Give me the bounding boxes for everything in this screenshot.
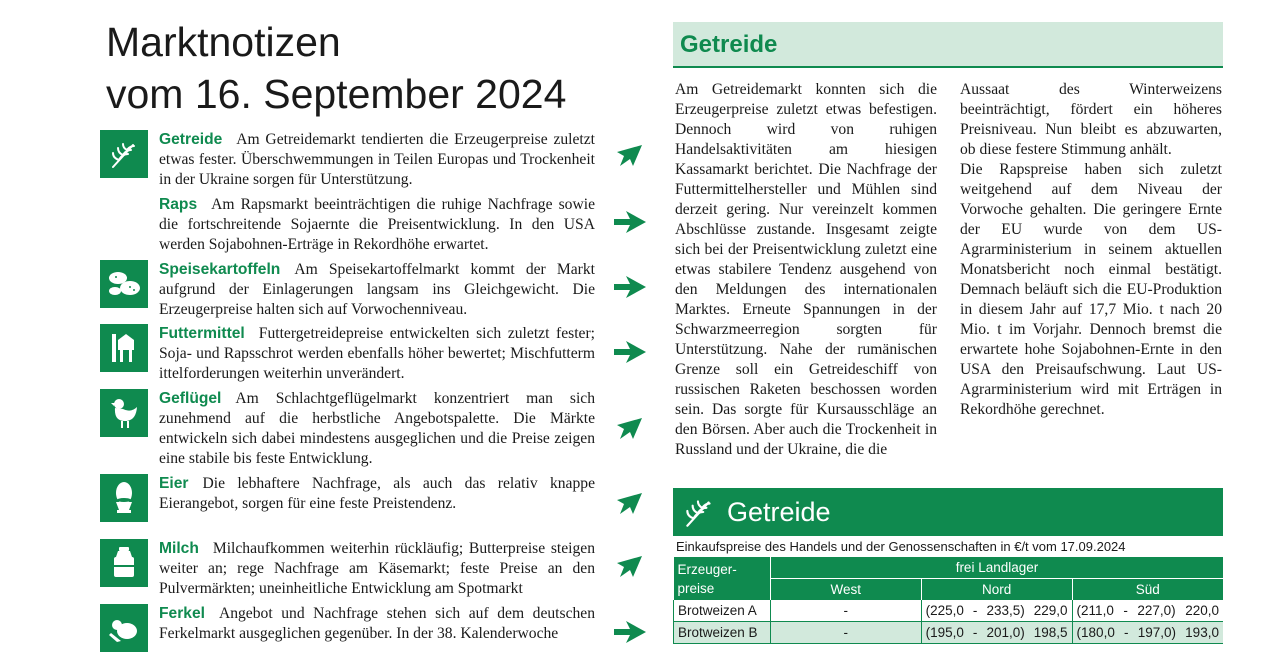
trend-flat-arrow-icon xyxy=(612,618,648,646)
note-label: Futtermittel xyxy=(159,325,245,342)
note-body: Am Schlachtgeflügelmarkt konzentriert man sich zunehmend auf die herbstliche Angebotspalette. Die Märkte entwickeln sich dabei mindestens ausgeglichen und die Preise zeigen eine stabile bis feste Entwicklung. xyxy=(159,390,595,467)
note-text xyxy=(159,324,595,384)
note-label: Raps xyxy=(159,196,198,213)
article-paragraph: Aussaat des Winterweizens beeinträchtigt, fördert ein höheres Preisniveau. Nun bleibt es abzuwarten, ob diese festere Stimmung anhält. xyxy=(960,81,1222,158)
feed-mill-icon xyxy=(100,324,148,372)
title-line-2: vom 16. September 2024 xyxy=(106,71,567,117)
price-table-header xyxy=(673,488,1223,536)
wheat-icon xyxy=(100,130,148,178)
section-title: Getreide xyxy=(680,31,778,58)
note-body: Am Getreidemarkt tendierten die Erzeugerpreise zuletzt etwas fester. Überschwemmungen in Teilen Europas und Trockenheit in der Ukraine sorgen für Unterstützung. xyxy=(159,131,595,188)
note-body: Angebot und Nachfrage stehen sich auf dem deutschen Ferkelmarkt ausgeglichen gegenüber. In der 38. Kalenderwoche xyxy=(159,605,595,642)
potato-icon xyxy=(100,260,148,308)
cell-nord: (225,0 - 233,5) 229,0 xyxy=(921,600,1072,622)
wheat-icon xyxy=(681,494,717,530)
trend-flat-arrow-icon xyxy=(612,338,648,366)
column-header-producer: Erzeuger- preise xyxy=(674,557,771,600)
section-header-getreide xyxy=(673,22,1223,68)
note-text xyxy=(159,539,595,599)
row-name: Brotweizen B xyxy=(674,622,771,644)
row-name: Brotweizen A xyxy=(674,600,771,622)
egg-icon xyxy=(100,474,148,522)
note-text xyxy=(159,260,595,320)
trend-up-arrow-icon xyxy=(612,415,648,443)
title-line-1: Marktnotizen xyxy=(106,19,341,65)
price-table-title: Getreide xyxy=(727,497,831,527)
column-group-header: frei Landlager xyxy=(770,557,1223,579)
note-text xyxy=(159,389,595,469)
cell-sued: (211,0 - 227,0) 220,0 xyxy=(1072,600,1223,622)
cell-nord: (195,0 - 201,0) 198,5 xyxy=(921,622,1072,644)
milk-can-icon xyxy=(100,539,148,587)
note-text xyxy=(159,130,595,190)
trend-flat-arrow-icon xyxy=(612,273,648,301)
table-row xyxy=(674,600,1224,622)
note-text xyxy=(159,195,595,255)
note-body: Die lebhaftere Nachfrage, als auch das relativ knappe Eierangebot, sorgen für eine feste Preistendenz. xyxy=(159,475,595,512)
piglet-icon xyxy=(100,604,148,652)
note-text xyxy=(159,604,595,644)
page-title xyxy=(106,16,566,120)
article-paragraph: Die Rapspreise haben sich zuletzt weitgehend auf dem Niveau der Vorwoche gehalten. Die geringere Ernte der EU wurde von dem US-Agrarministerium in seinem aktuellen Monatsbericht noch einmal bestätigt. Demnach beläuft sich die EU-Produktion in diesem Jahr auf 17,7 Mio. t nach 20 Mio. t im Vorjahr. Dennoch bremst die erwartete hohe Sojabohnen-Ernte in den USA den Preisaufschwung. Laut US-Agrarministerium wird mit Erträgen in Rekordhöhe gerechnet. xyxy=(960,161,1222,418)
note-label: Milch xyxy=(159,540,199,557)
price-table xyxy=(673,557,1223,644)
article-column-1 xyxy=(675,80,937,460)
column-header-west: West xyxy=(770,579,921,601)
note-label: Getreide xyxy=(159,131,223,148)
note-body: Futtergetreidepreise entwickelten sich zuletzt fester; Soja- und Rapsschrot werden ebenfalls höher bewertet; Mischfutterm ittelforderungen weiterhin unverändert. xyxy=(159,325,595,382)
cell-sued: (180,0 - 197,0) 193,0 xyxy=(1072,622,1223,644)
article-paragraph: Am Getreidemarkt konnten sich die Erzeugerpreise zuletzt etwas befestigen. Dennoch wird von ruhigen Handelsaktivitäten am hiesigen Kassamarkt berichtet. Die Nachfrage der Futtermittelhersteller und Mühlen sind derzeit gering. Nur vereinzelt kommen Abschlüsse zustande. Insgesamt zeigte sich bei der Preisentwicklung zuletzt eine etwas stabilere Tendenz ausgehend von den Meldungen des internationalen Marktes. Erneute Spannungen in der Schwarzmeerregion sorgten für Unterstützung. Nahe der rumänischen Grenze soll ein Getreideschiff von russischen Raketen beschossen worden sein. Das sorgte für Kursausschläge an den Börsen. Aber auch die Trockenheit in Russland und der Ukraine, die die xyxy=(675,81,937,458)
note-body: Milchaufkommen weiterhin rückläufig; Butterpreise steigen weiter an; rege Nachfrage am Käsemarkt; feste Preise an den Pulvermärkten; uneinheitliche Entwicklung am Spotmarkt xyxy=(159,540,595,597)
cell-west: - xyxy=(770,622,921,644)
table-row xyxy=(674,622,1224,644)
note-body: Am Speisekartoffelmarkt kommt der Markt aufgrund der Einlagerungen langsam ins Gleichgewicht. Die Erzeugerpreise halten sich auf Vorwochenniveau. xyxy=(159,261,595,318)
chicken-icon xyxy=(100,389,148,437)
note-text xyxy=(159,474,595,514)
note-label: Speisekartoffeln xyxy=(159,261,281,278)
price-table-caption: Einkaufspreise des Handels und der Genossenschaften in €/t vom 17.09.2024 xyxy=(676,539,1126,554)
note-label: Geflügel xyxy=(159,390,222,407)
note-label: Eier xyxy=(159,475,189,492)
article-column-2 xyxy=(960,80,1222,420)
trend-up-arrow-icon xyxy=(612,142,648,170)
column-header-sued: Süd xyxy=(1072,579,1223,601)
column-header-nord: Nord xyxy=(921,579,1072,601)
cell-west: - xyxy=(770,600,921,622)
trend-up-arrow-icon xyxy=(612,490,648,518)
note-body: Am Rapsmarkt beeinträchtigen die ruhige Nachfrage sowie die fortschreitende Sojaernte die Preisentwicklung. In den USA werden Sojabohnen-Erträge in Rekordhöhe erwartet. xyxy=(159,196,595,253)
trend-up-arrow-icon xyxy=(612,553,648,581)
trend-flat-arrow-icon xyxy=(612,208,648,236)
note-label: Ferkel xyxy=(159,605,205,622)
